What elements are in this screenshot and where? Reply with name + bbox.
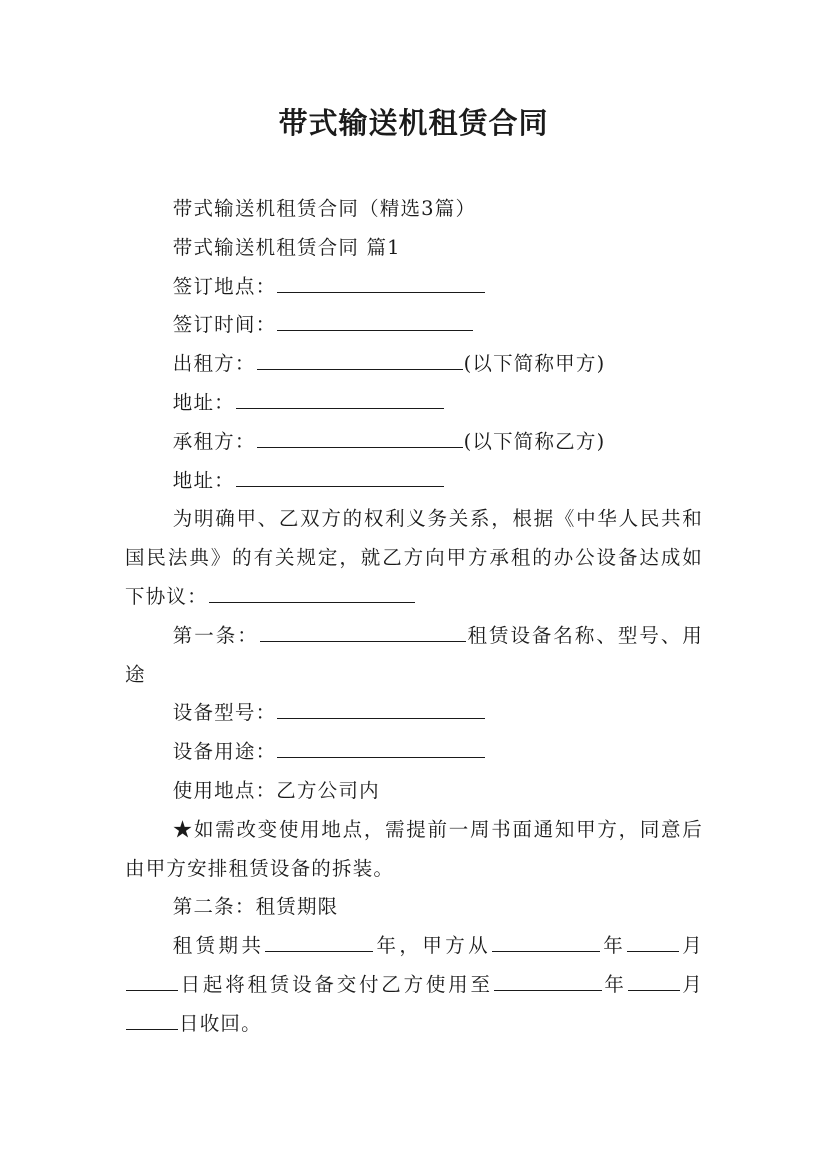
end-month-blank bbox=[628, 969, 680, 990]
lessee-suffix: (以下简称乙方) bbox=[463, 429, 606, 453]
intro-blank bbox=[209, 582, 415, 603]
term-text-3: 年 bbox=[601, 934, 627, 958]
term-text-7: 月 bbox=[680, 972, 704, 996]
start-month-blank bbox=[627, 931, 679, 952]
lessee-blank bbox=[257, 426, 463, 447]
term-text-5: 日起将租赁设备交付乙方使用至 bbox=[179, 972, 493, 996]
lessor-blank bbox=[257, 349, 463, 370]
address-line-2 bbox=[125, 462, 703, 501]
start-day-blank bbox=[126, 969, 178, 990]
lessee-label: 承租方： bbox=[172, 429, 256, 453]
document-title: 带式输送机租赁合同 bbox=[278, 106, 549, 140]
article1-text: 租赁设备名称、型号、用途 bbox=[125, 623, 703, 686]
term-text-8: 日收回。 bbox=[179, 1011, 262, 1035]
article2-heading-text: 第二条：租赁期限 bbox=[172, 895, 339, 919]
intro-paragraph bbox=[125, 500, 703, 616]
article2-heading bbox=[125, 888, 703, 927]
address1-label: 地址： bbox=[172, 390, 235, 414]
location-text: 使用地点：乙方公司内 bbox=[172, 778, 380, 802]
document-body bbox=[125, 190, 703, 1044]
term-text-1: 租赁期共 bbox=[172, 934, 265, 958]
usage-label: 设备用途： bbox=[172, 740, 277, 764]
model-line bbox=[125, 694, 703, 733]
model-blank bbox=[277, 698, 485, 719]
notice-paragraph bbox=[125, 811, 703, 889]
lessee-line bbox=[125, 423, 703, 462]
model-label: 设备型号： bbox=[172, 701, 277, 725]
end-day-blank bbox=[126, 1008, 178, 1029]
sign-place-blank bbox=[277, 271, 485, 292]
start-year-blank bbox=[492, 931, 600, 952]
article1-blank bbox=[260, 620, 466, 641]
lessor-label: 出租方： bbox=[172, 352, 256, 376]
subtitle bbox=[125, 190, 703, 229]
sign-time-line bbox=[125, 306, 703, 345]
address2-label: 地址： bbox=[172, 468, 235, 492]
sign-time-blank bbox=[277, 310, 473, 331]
usage-line bbox=[125, 733, 703, 772]
term-text-4: 月 bbox=[680, 934, 703, 958]
part-heading bbox=[125, 229, 703, 268]
sign-place-line bbox=[125, 268, 703, 307]
article1-label: 第一条： bbox=[172, 623, 259, 647]
sign-place-label: 签订地点： bbox=[172, 274, 277, 298]
address1-blank bbox=[236, 388, 444, 409]
address-line-1 bbox=[125, 384, 703, 423]
address2-blank bbox=[236, 465, 444, 486]
term-years-blank bbox=[265, 931, 373, 952]
notice-text: ★如需改变使用地点，需提前一周书面通知甲方，同意后由甲方安排租赁设备的拆装。 bbox=[125, 817, 703, 880]
lessor-suffix: (以下简称甲方) bbox=[463, 352, 606, 376]
subtitle-text: 带式输送机租赁合同（精选3篇） bbox=[172, 197, 477, 220]
term-text-6: 年 bbox=[602, 972, 627, 996]
article1-line bbox=[125, 617, 703, 695]
usage-blank bbox=[277, 737, 485, 758]
location-line bbox=[125, 772, 703, 811]
term-text-2: 年，甲方从 bbox=[374, 934, 491, 958]
sign-time-label: 签订时间： bbox=[172, 313, 277, 337]
end-year-blank bbox=[494, 969, 602, 990]
lessor-line bbox=[125, 345, 703, 384]
term-paragraph bbox=[125, 927, 703, 1043]
intro-text: 为明确甲、乙双方的权利义务关系，根据《中华人民共和国民法典》的有关规定，就乙方向甲方承租的办公设备达成如下协议： bbox=[125, 507, 703, 608]
part-heading-text: 带式输送机租赁合同 篇1 bbox=[172, 235, 401, 259]
